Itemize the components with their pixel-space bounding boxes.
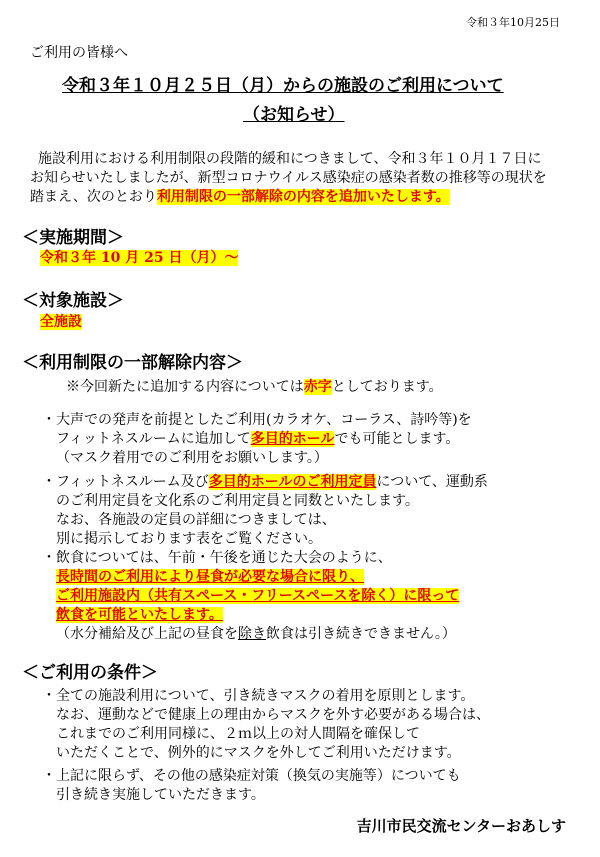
item1-line-3: （マスク着用でのご利用をお願いします。） <box>56 450 328 466</box>
item3-line-2-text: 長時間のご利用により昼食が必要な場合に限り、 <box>56 569 364 585</box>
intro-line-1: 施設利用における利用制限の段階的緩和につきまして、令和３年１０月１７日に <box>38 151 542 167</box>
condition2-line-1: ・上記に限らず、その他の感染症対策（換気の実施等）についても <box>42 768 461 784</box>
page-title: 令和３年１０月２５日（月）からの施設のご利用について <box>62 76 504 96</box>
item2-line-1-red: 多目的ホールのご利用定員 <box>208 474 377 490</box>
item3-line-3 <box>56 587 459 606</box>
item1-line-1: ・大声での発声を前提としたご利用(カラオケ、コーラス、詩吟等)を <box>42 412 472 428</box>
item2-line-3: なお、各施設の定員の詳細につきましては、 <box>56 512 336 528</box>
item3-line-5-prefix: （水分補給及び上記の昼食を <box>56 626 238 642</box>
item1-line-2-red: 多目的ホール <box>250 431 335 447</box>
item3-line-4-text: 飲食を可能といたします。 <box>56 607 223 623</box>
period-value-text: 令和３年 10 月 25 日（月）～ <box>40 250 239 266</box>
item3-line-5-underlined: 除き <box>238 626 266 642</box>
condition1-line-3: これまでのご利用同様に、２ｍ以上の対人間隔を確保して <box>56 726 420 742</box>
item2-line-1-prefix: ・フィットネスルーム及び <box>42 474 209 490</box>
item2-line-2: のご利用定員を文化系のご利用定員と同数といたします。 <box>56 493 419 509</box>
organization-name: 吉川市民交流センターおあしす <box>356 817 566 835</box>
intro-line-3-prefix: 踏まえ、次のとおり <box>30 189 157 205</box>
condition1-line-1: ・全ての施設利用について、引き続きマスクの着用を原則とします。 <box>42 688 475 704</box>
period-value <box>40 249 238 268</box>
period-heading: ＜実施期間＞ <box>22 228 124 248</box>
facilities-value-text: 全施設 <box>40 314 82 330</box>
item2-line-1-suffix: について、運動系 <box>376 474 488 490</box>
release-note <box>66 378 443 397</box>
release-note-suffix: としております。 <box>331 379 443 395</box>
item3-line-5-suffix: 飲食は引き続きできません。） <box>266 626 456 642</box>
condition2-line-2: 引き続き実施していただきます。 <box>56 787 265 803</box>
document-date: 令和３年10月25日 <box>466 16 560 29</box>
condition1-line-4: いただくことで、例外的にマスクを外してご利用いただけます。 <box>56 745 461 761</box>
item3-line-1: ・飲食については、午前・午後を通じた大会のように、 <box>42 550 392 566</box>
item1-line-2 <box>56 430 459 449</box>
item2-line-4: 別に掲示しております表をご覧ください。 <box>56 531 322 547</box>
intro-line-3 <box>30 188 450 207</box>
item3-line-5 <box>56 625 456 644</box>
release-note-red: 赤字 <box>303 379 332 395</box>
release-note-prefix: ※今回新たに追加する内容については <box>66 379 304 395</box>
release-heading: ＜利用制限の一部解除内容＞ <box>22 353 243 373</box>
item3-line-3-text: ご利用施設内（共有スペース・フリースペースを除く）に限って <box>56 588 460 604</box>
conditions-heading: ＜ご利用の条件＞ <box>22 663 158 683</box>
greeting: ご利用の皆様へ <box>30 45 128 61</box>
intro-highlight: 利用制限の一部解除の内容を追加いたします。 <box>156 189 450 205</box>
condition1-line-2: なお、運動などで健康上の理由からマスクを外す必要がある場合は、 <box>56 707 490 723</box>
item2-line-1 <box>42 473 488 492</box>
item1-line-2-suffix: でも可能とします。 <box>334 431 460 447</box>
page-subtitle: （お知らせ） <box>243 105 345 125</box>
item3-line-4 <box>56 606 223 625</box>
intro-line-2: お知らせいたしましたが、新型コロナウイルス感染症の感染者数の推移等の現状を <box>30 170 547 186</box>
facilities-value <box>40 313 82 332</box>
item1-line-2-prefix: フィットネスルームに追加して <box>56 431 251 447</box>
item3-line-2 <box>56 568 364 587</box>
facilities-heading: ＜対象施設＞ <box>22 291 124 311</box>
